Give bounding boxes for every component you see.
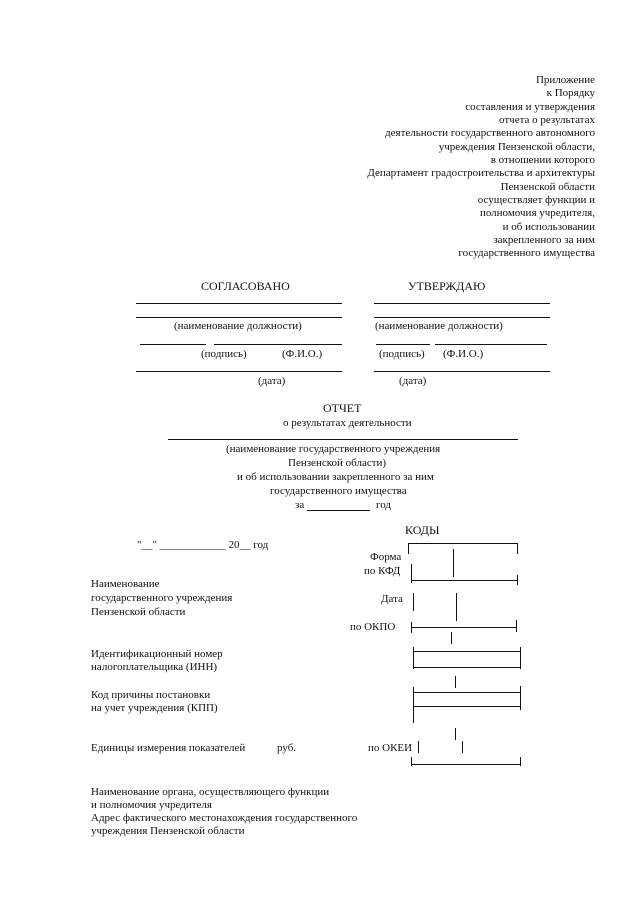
- inn-bottom-line: [413, 667, 520, 668]
- approve-line-1: [374, 303, 550, 304]
- kpp-right-border: [520, 686, 521, 710]
- approve-date-caption: (дата): [399, 375, 427, 387]
- okei-bottom-left-tick: [411, 757, 412, 766]
- inn-left-border: [413, 647, 414, 669]
- appendix-line: отчета о результатах: [499, 114, 595, 127]
- agreed-line-2: [136, 317, 342, 318]
- institution-caption-1: (наименование государственного учреждения: [226, 443, 441, 455]
- appendix-line: к Порядку: [546, 87, 595, 100]
- approve-line-2: [374, 317, 550, 318]
- okei-left-tick: [418, 741, 419, 753]
- appendix-line: Приложение: [535, 74, 595, 86]
- appendix-line: в отношении которого: [490, 154, 595, 167]
- kfd-divider: [453, 549, 454, 577]
- approve-position-caption: (наименование должности): [375, 320, 503, 332]
- date-label: Дата: [381, 593, 403, 605]
- appendix-line: деятельности государственного автономного: [385, 127, 595, 140]
- codes-header: КОДЫ: [405, 523, 440, 537]
- okei-label: по ОКЕИ: [368, 742, 413, 754]
- agreed-date-line: [136, 371, 342, 372]
- form-label-1: Форма: [370, 551, 402, 563]
- appendix-line: закрепленного за ним: [493, 234, 595, 247]
- approve-fio-line: [435, 344, 547, 345]
- okei-divider: [462, 741, 463, 753]
- approve-signature-line: [376, 344, 430, 345]
- okpo-line: [411, 627, 517, 628]
- kfd-bottom-line: [411, 580, 517, 581]
- date-left-tick: [413, 593, 414, 611]
- kpp-label-2: на учет учреждения (КПП): [91, 702, 218, 714]
- agreed-line-1: [136, 303, 342, 304]
- agreed-fio-caption: (Ф.И.О.): [282, 348, 323, 360]
- kfd-bottom-right-tick: [517, 575, 518, 585]
- period-prefix: за: [295, 499, 305, 511]
- kpp-top-tick: [455, 676, 456, 688]
- institution-name-line: [168, 439, 518, 440]
- appendix-line: Пензенской области: [500, 180, 595, 193]
- date-divider: [456, 593, 457, 621]
- approve-signature-caption: (подпись): [379, 348, 425, 360]
- units-label: Единицы измерения показателей: [91, 742, 246, 754]
- okei-bottom-right-tick: [520, 757, 521, 766]
- okpo-left-tick: [411, 622, 412, 633]
- kpp-left-border: [413, 687, 414, 723]
- institution-label-2: государственного учреждения: [91, 592, 233, 604]
- codes-top-right-tick: [517, 543, 518, 554]
- founder-label-1: Наименование органа, осуществляющего функции: [91, 786, 330, 798]
- agreed-signature-caption: (подпись): [201, 348, 247, 360]
- codes-top-left-tick: [408, 543, 409, 554]
- period-line: [307, 510, 370, 511]
- form-label-2: по КФД: [364, 565, 401, 577]
- appendix-line: учреждения Пензенской области,: [438, 140, 595, 153]
- codes-top-border: [408, 543, 517, 544]
- okpo-label: по ОКПО: [350, 621, 396, 633]
- appendix-line: государственного имущества: [458, 247, 595, 260]
- okei-top-tick: [455, 728, 456, 740]
- agreed-signature-line: [140, 344, 206, 345]
- okpo-divider: [451, 632, 452, 644]
- inn-label-2: налогоплательщика (ИНН): [91, 661, 218, 673]
- agreed-date-caption: (дата): [258, 375, 286, 387]
- approve-fio-caption: (Ф.И.О.): [443, 348, 484, 360]
- okpo-right-tick: [516, 620, 517, 632]
- agreed-fio-line: [214, 344, 342, 345]
- appendix-line: Департамент градостроительства и архитектуры: [367, 167, 595, 180]
- appendix-line: осуществляет функции и: [477, 194, 595, 207]
- appendix-line: составления и утверждения: [465, 100, 595, 113]
- address-label-1: Адрес фактического местонахождения государственного: [91, 812, 358, 824]
- report-date-line: "__" ____________ 20__ год: [137, 539, 269, 551]
- kpp-label-1: Код причины постановки: [91, 689, 211, 701]
- institution-label-3: Пензенской области: [91, 606, 186, 618]
- inn-right-border: [520, 647, 521, 669]
- institution-caption-2: Пензенской области): [288, 457, 387, 469]
- address-label-2: учреждения Пензенской области: [91, 825, 245, 837]
- kfd-left-tick: [411, 564, 412, 578]
- kpp-bottom-line: [413, 706, 520, 707]
- inn-label-1: Идентификационный номер: [91, 648, 223, 660]
- institution-label-1: Наименование: [91, 578, 160, 590]
- okei-bottom-line: [411, 764, 520, 765]
- approve-title: УТВЕРЖДАЮ: [408, 279, 486, 293]
- report-line-4: государственного имущества: [270, 485, 407, 497]
- agreed-position-caption: (наименование должности): [174, 320, 302, 332]
- kfd-bottom-left-tick: [411, 577, 412, 583]
- inn-top-line: [413, 651, 520, 652]
- appendix-line: и об использовании: [502, 220, 595, 233]
- report-subtitle: о результатах деятельности: [283, 417, 412, 429]
- period-suffix: год: [376, 499, 392, 511]
- founder-label-2: и полномочия учредителя: [91, 799, 212, 811]
- report-title: ОТЧЕТ: [323, 401, 362, 415]
- kpp-top-line: [413, 692, 520, 693]
- report-line-3: и об использовании закрепленного за ним: [237, 471, 434, 483]
- units-value: руб.: [277, 742, 297, 754]
- approve-date-line: [374, 371, 550, 372]
- appendix-block: [367, 74, 595, 261]
- appendix-line: полномочия учредителя,: [479, 207, 595, 220]
- agreed-title: СОГЛАСОВАНО: [201, 279, 290, 293]
